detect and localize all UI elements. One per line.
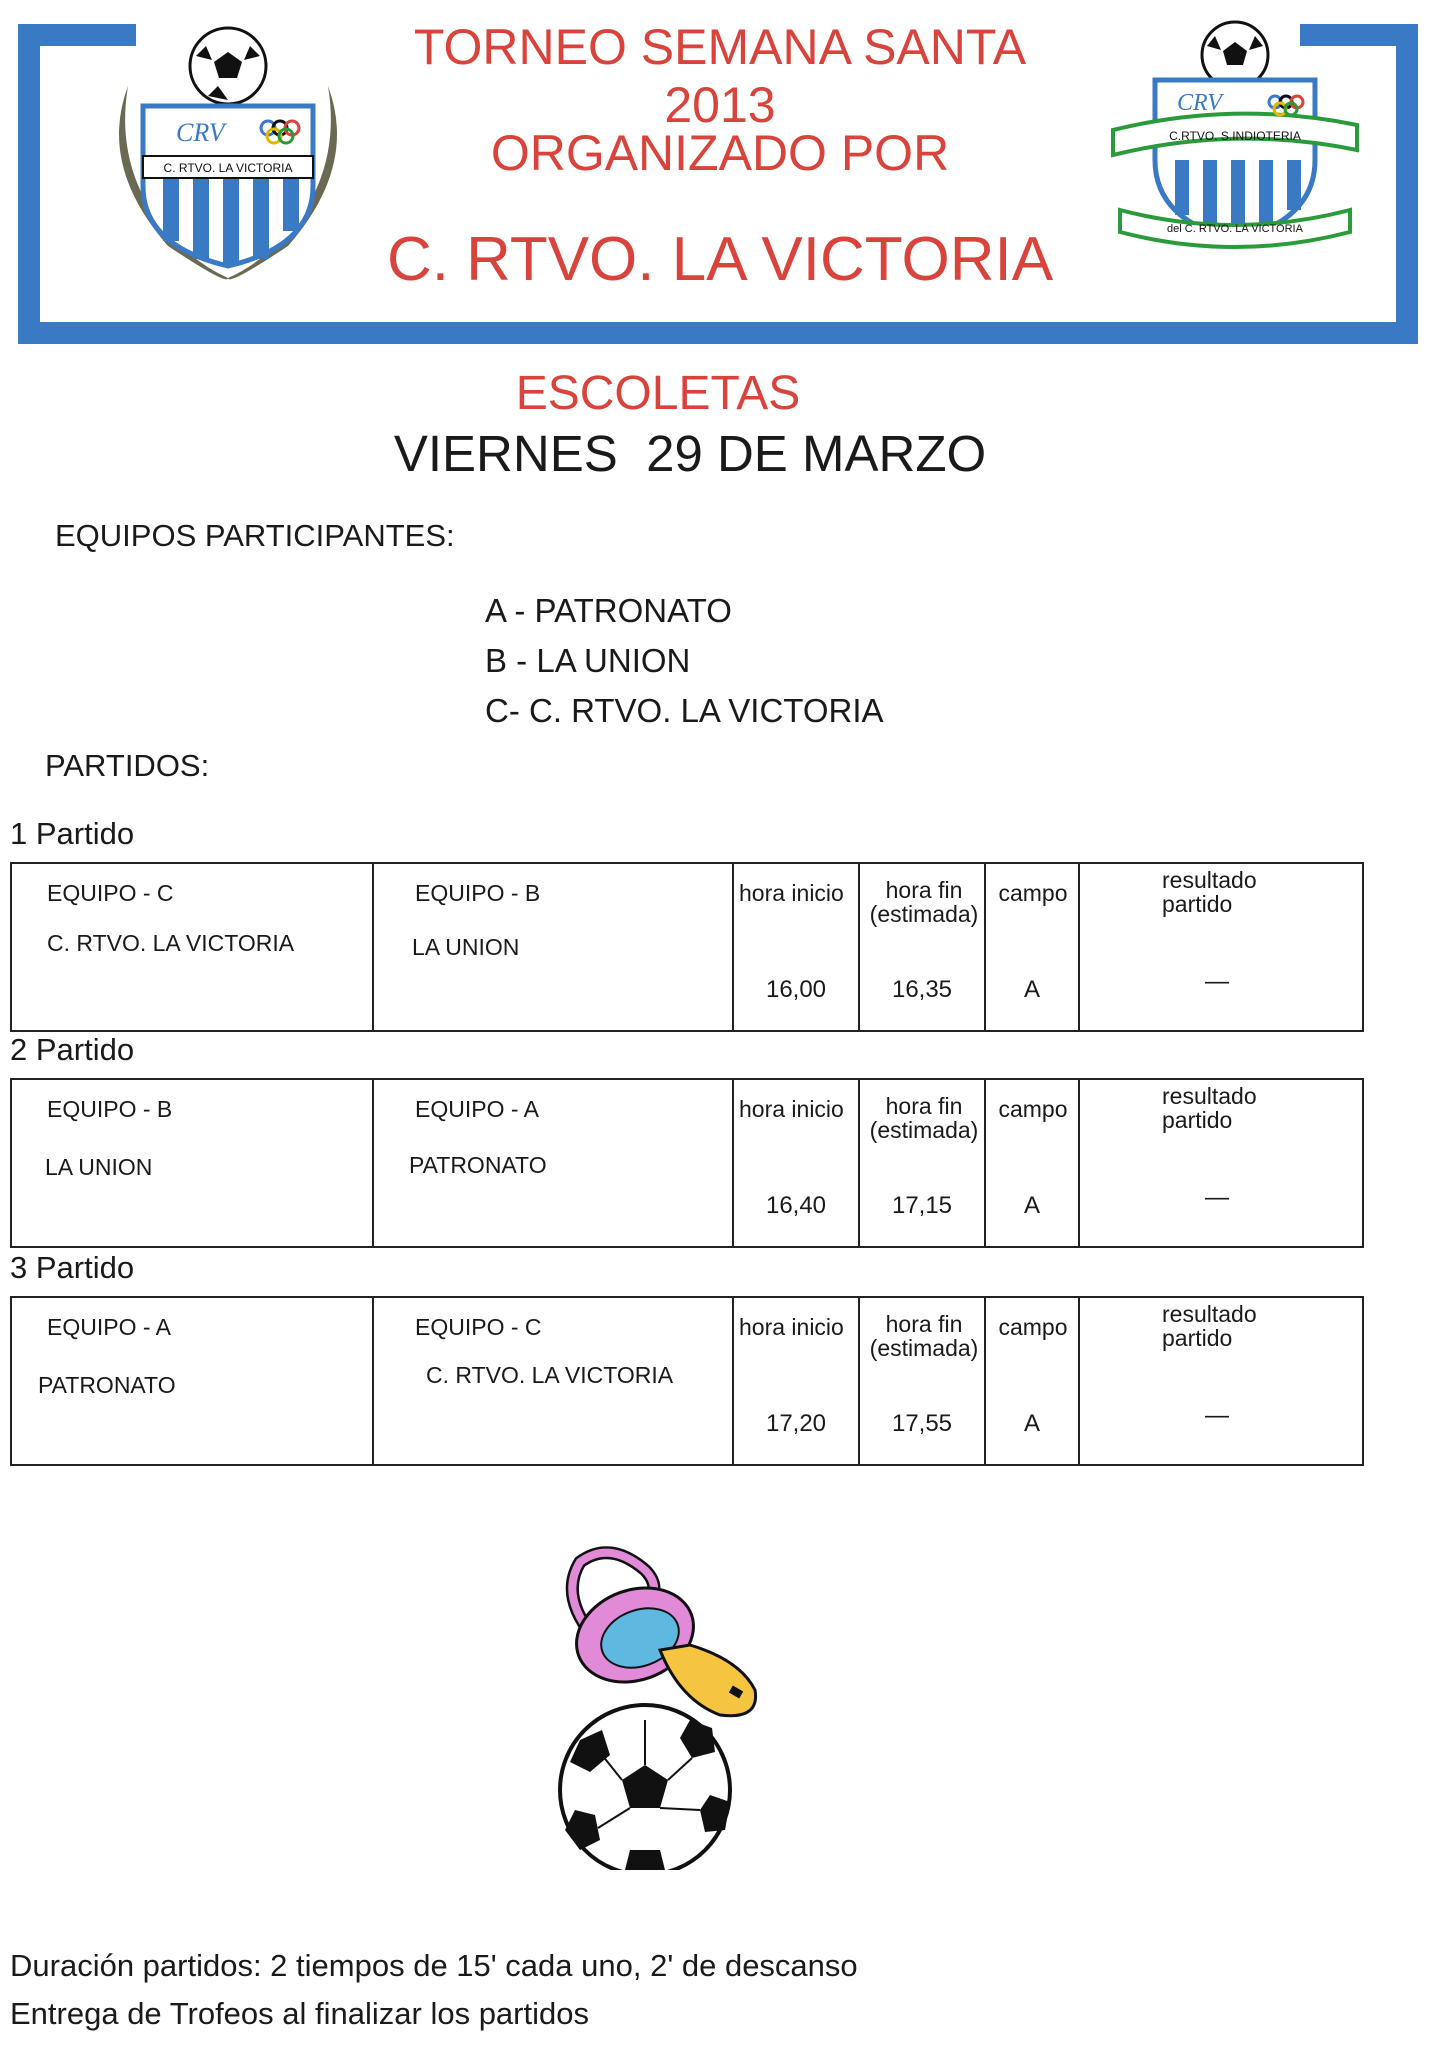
away-team-name: LA UNION — [412, 934, 520, 960]
match-label: 2 Partido — [10, 1032, 135, 1067]
field-value: A — [1023, 976, 1040, 1003]
club-logo-right — [1105, 10, 1365, 270]
home-team-name: C. RTVO. LA VICTORIA — [47, 930, 295, 956]
tournament-title: TORNEO SEMANA SANTA 2013 — [413, 19, 1027, 133]
home-team-name: LA UNION — [45, 1154, 153, 1180]
field-value: A — [1023, 1410, 1040, 1437]
away-team-label: EQUIPO - C — [415, 1314, 542, 1340]
logo-right-ribbon-bottom: del C. RTVO. LA VICTORIA — [1167, 223, 1303, 235]
footer-trophies: Entrega de Trofeos al finalizar los partidos — [10, 1996, 589, 2031]
logo-right-ribbon-top: C.RTVO. S.INDIOTERIA — [1169, 129, 1301, 143]
home-team-label: EQUIPO - B — [47, 1096, 173, 1122]
away-team-name: PATRONATO — [409, 1152, 547, 1178]
end-time: 16,35 — [891, 976, 953, 1003]
start-time: 17,20 — [765, 1410, 827, 1437]
match-result[interactable]: — — [1205, 1402, 1229, 1429]
match-label: 3 Partido — [10, 1250, 135, 1285]
club-logo-left — [88, 16, 368, 286]
away-team-label: EQUIPO - A — [415, 1096, 539, 1122]
match-result[interactable]: — — [1205, 968, 1229, 995]
end-time: 17,15 — [891, 1192, 953, 1219]
end-time-header: hora fin (estimada) — [869, 877, 979, 927]
football-icon — [560, 1705, 730, 1870]
logo-left-band-text: C. RTVO. LA VICTORIA — [163, 161, 293, 175]
start-time: 16,40 — [765, 1192, 827, 1219]
start-time-header: hora inicio — [739, 1314, 844, 1340]
organizer-club-name: C. RTVO. LA VICTORIA — [386, 225, 1054, 294]
match-result[interactable]: — — [1205, 1184, 1229, 1211]
away-team-label: EQUIPO - B — [415, 880, 541, 906]
match-table — [10, 1078, 1364, 1248]
start-time: 16,00 — [765, 976, 827, 1003]
match-label: 1 Partido — [10, 816, 135, 851]
end-time-header: hora fin (estimada) — [869, 1093, 979, 1143]
field-header: campo — [998, 880, 1068, 906]
team-item: B - LA UNION — [485, 642, 691, 679]
field-header: campo — [998, 1096, 1068, 1122]
logo-left-monogram: CRV — [176, 118, 225, 147]
match-table — [10, 862, 1364, 1032]
home-team-name: PATRONATO — [38, 1372, 176, 1398]
field-header: campo — [998, 1314, 1068, 1340]
team-item: A - PATRONATO — [485, 592, 732, 629]
start-time-header: hora inicio — [739, 1096, 844, 1122]
pacifier-ball-illustration — [540, 1540, 800, 1870]
home-team-label: EQUIPO - A — [47, 1314, 171, 1340]
event-date: VIERNES 29 DE MARZO — [393, 425, 987, 482]
end-time: 17,55 — [891, 1410, 953, 1437]
category-title: ESCOLETAS — [515, 367, 801, 420]
pacifier-icon — [563, 1553, 755, 1716]
organized-by-text: ORGANIZADO POR — [490, 125, 950, 181]
match-table — [10, 1296, 1364, 1466]
matches-heading: PARTIDOS: — [45, 748, 210, 783]
footer-duration: Duración partidos: 2 tiempos de 15' cada uno, 2' de descanso — [10, 1948, 858, 1983]
result-header: resultado partido — [1162, 867, 1257, 917]
start-time-header: hora inicio — [739, 880, 844, 906]
result-header: resultado partido — [1162, 1083, 1257, 1133]
end-time-header: hora fin (estimada) — [869, 1311, 979, 1361]
teams-heading: EQUIPOS PARTICIPANTES: — [55, 518, 455, 553]
home-team-label: EQUIPO - C — [47, 880, 174, 906]
field-value: A — [1023, 1192, 1040, 1219]
logo-right-monogram: CRV — [1177, 90, 1222, 116]
team-item: C- C. RTVO. LA VICTORIA — [485, 692, 884, 729]
away-team-name: C. RTVO. LA VICTORIA — [426, 1362, 674, 1388]
result-header: resultado partido — [1162, 1301, 1257, 1351]
